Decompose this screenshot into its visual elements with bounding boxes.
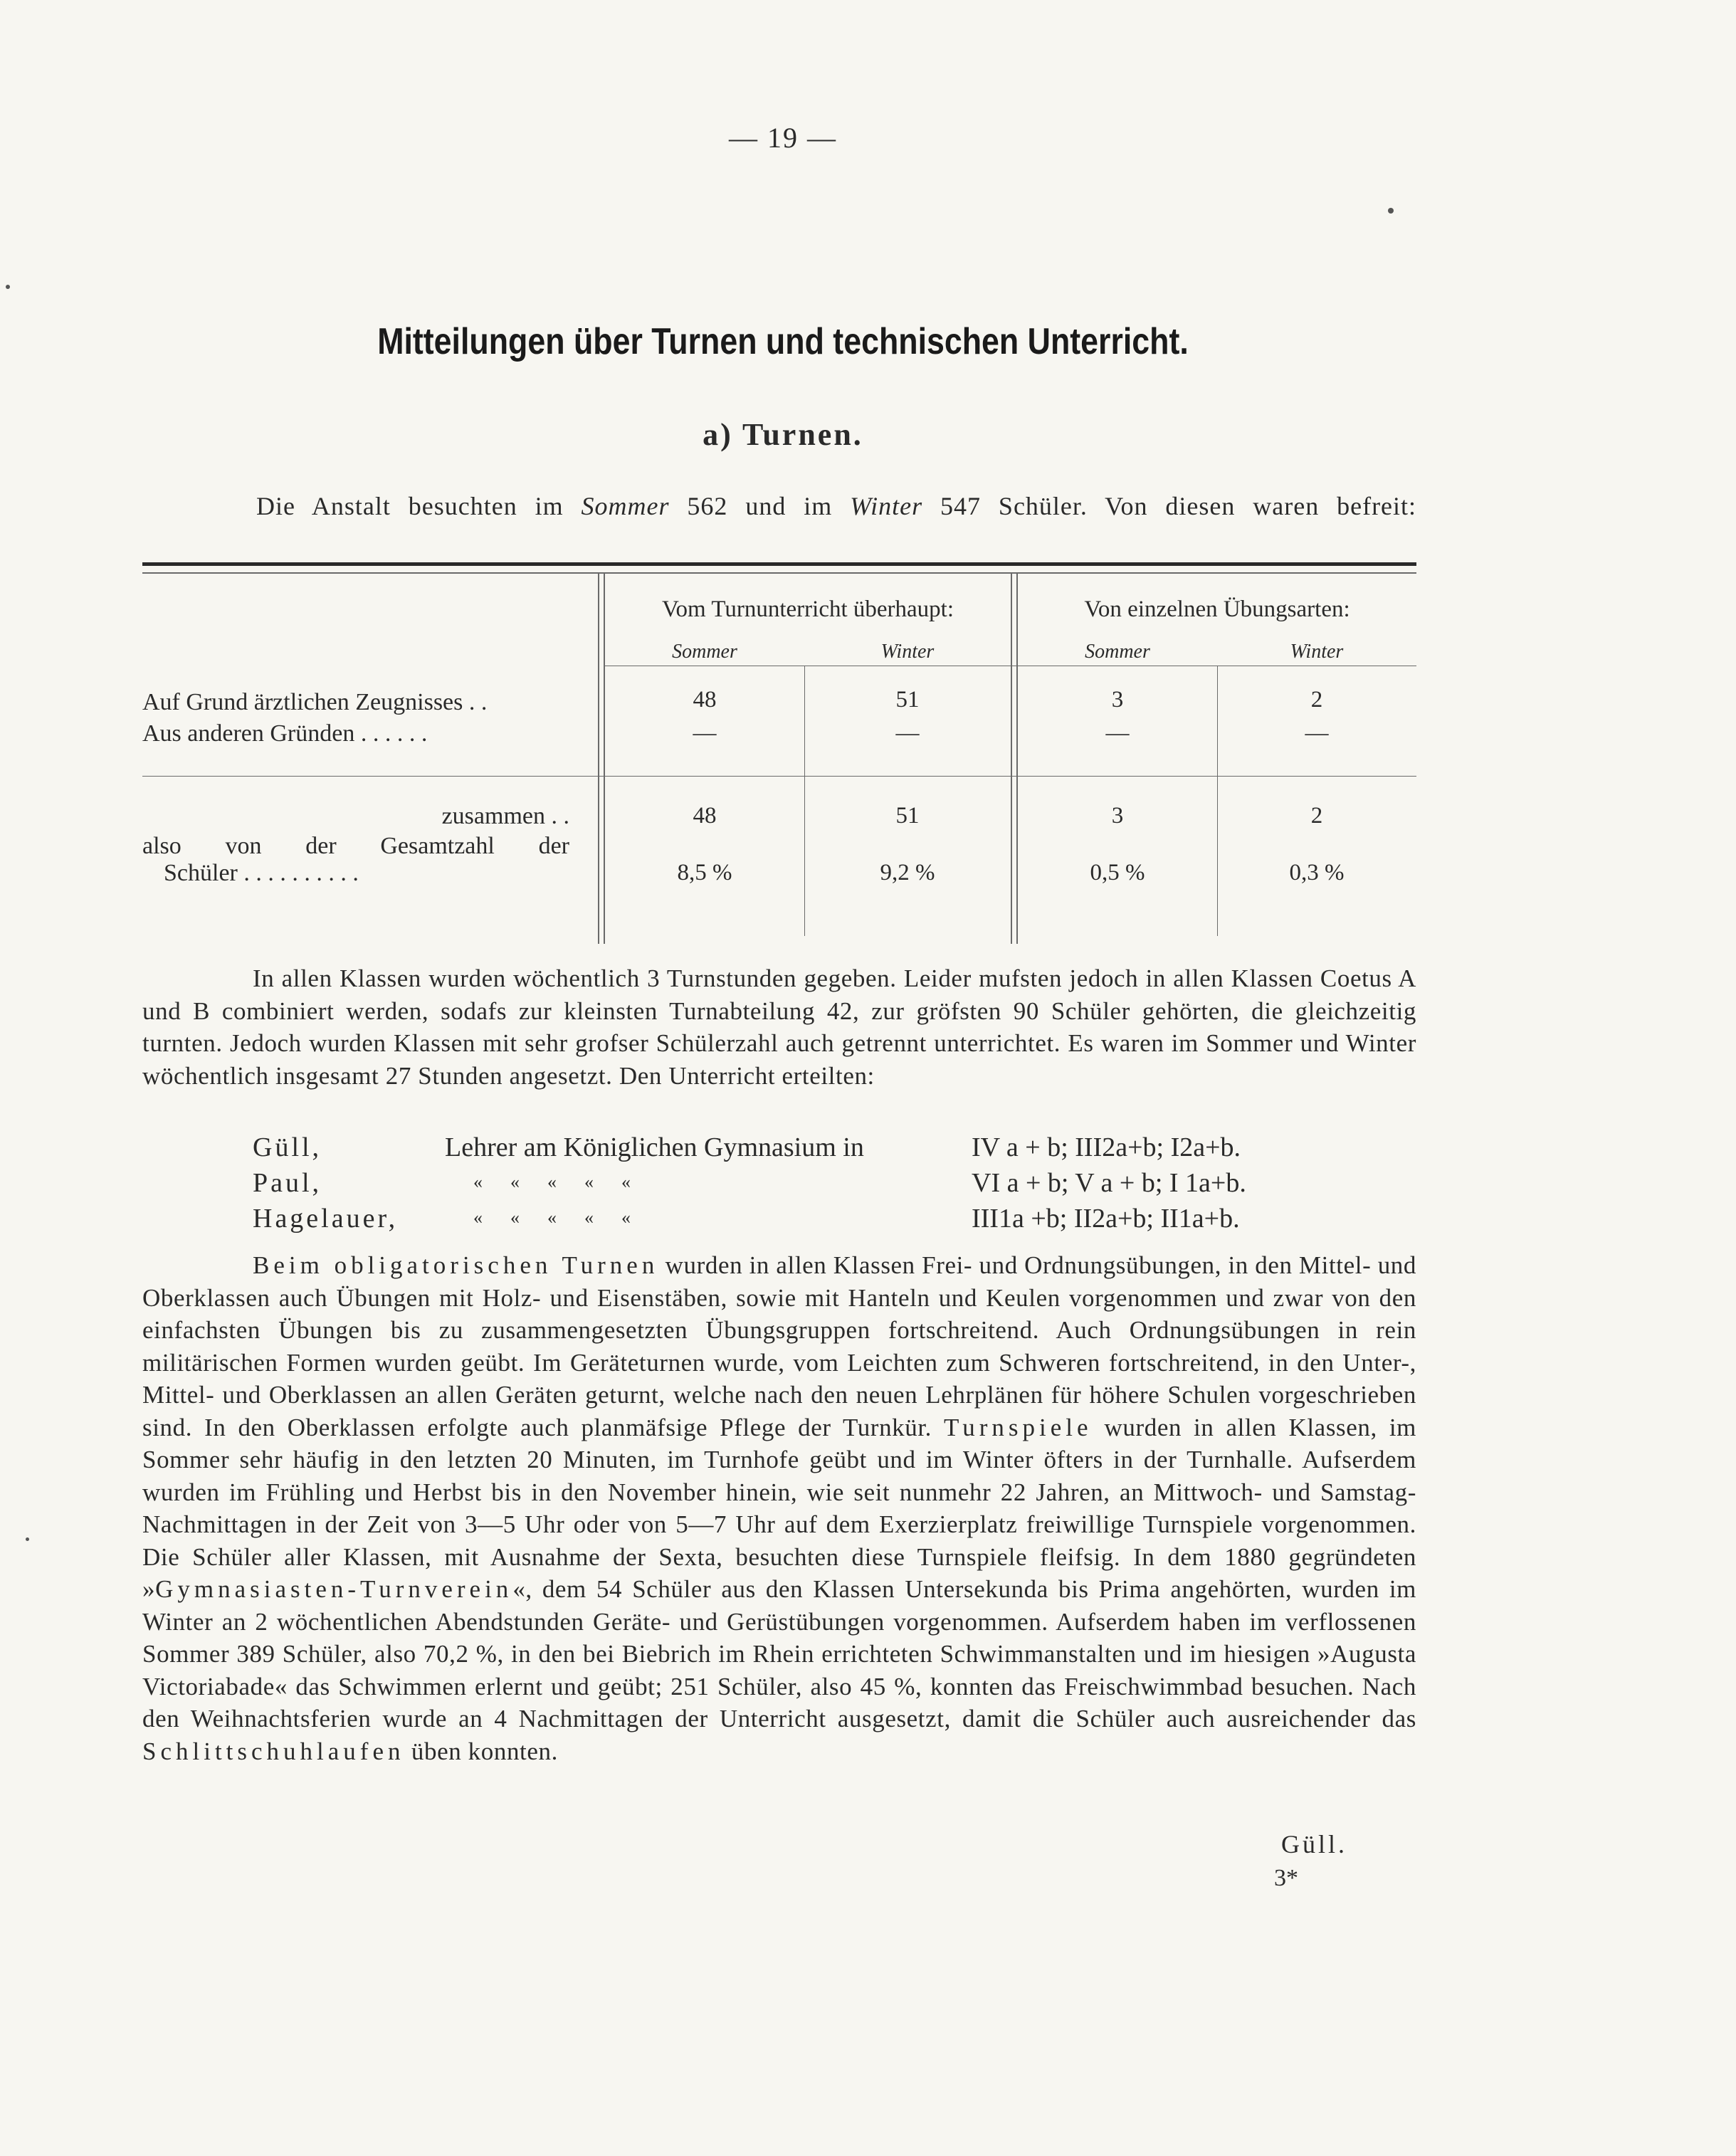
cell-total-sommer: 48 [693,803,717,829]
teacher-name: Güll, [253,1132,322,1162]
row-label-share-2: Schüler . . . . . . . . . . [164,860,359,886]
paragraph-schedule-text: In allen Klassen wurden wöchentlich 3 Turnstunden gegeben. Leider mufsten jedoch in allen Klassen Coetus A und B combiniert werden, sodafs zur kleinsten Turnabteilung 42, zur gröfsten 90 Schüler gehörten, die gleichzeitig turnten. Jedoch wurden Klassen mit sehr grofser Schülerzahl auch getrennt unterrichtet. Es waren im Sommer und Winter wöchentlich insgesamt 27 Stunden angesetzt. Den Unterricht erteilten: [142,964,1416,1090]
subheader-winter-1: Winter [880,641,935,663]
cell-other-sommer-2: — [1105,720,1130,746]
text-part-3: «, dem 54 Schüler aus den Klassen Untersekunda bis Prima angehörten, wurden im Winter an 2 wöchentlichen Abendstunden Geräte- und Gerüstübungen vorgenommen. Aufserdem haben im verflossenen Sommer 389 Schüler, also 70,2 %, in den bei Biebrich im Rhein errichteten Schwimmanstalten und im hiesigen »Augusta Victoriabade« das Schwimmen erlernt und geübt; 251 Schüler, also 45 %, konnten das Freischwimmbad besuchen. Nach den Weihnachtsferien wurde an 4 Nachmittagen der Unterricht ausgesetzt, damit die Schüler auch ausreichender das [142,1575,1416,1732]
row-label-other: Aus anderen Gründen . . . . . . [142,720,428,747]
paragraph-gymnastics [142,1249,1416,1767]
cell-share-winter-2: 0,3 % [1289,860,1345,885]
intro-winter: Winter [850,492,923,520]
cell-other-winter-2: — [1305,720,1329,746]
teacher-classes: VI a + b; V a + b; I 1a+b. [972,1168,1246,1198]
page-number: — 19 — [729,122,837,154]
row-label-total: zusammen . . [441,803,569,829]
paper-speck [1388,208,1394,214]
cell-medical-winter: 51 [895,687,920,712]
cell-other-sommer: — [693,720,717,746]
intro-text-1: Die Anstalt besuchten im [256,492,564,520]
paper-speck [6,285,10,289]
row-label-share-1: also von der Gesamtzahl der [142,833,569,859]
term-turnverein: Gymnasiasten-Turnverein [155,1575,513,1603]
term-obligatory: Beim obligatorischen Turnen [253,1251,659,1279]
teacher-row-hagelauer [253,1203,1306,1236]
group-header-overall: Vom Turnunterricht überhaupt: [661,596,954,622]
subheader-winter-2: Winter [1290,641,1344,663]
subheader-sommer-1: Sommer [672,641,737,663]
teacher-classes: IV a + b; III2a+b; I2a+b. [972,1132,1241,1162]
subheader-sommer-2: Sommer [1085,641,1150,663]
teacher-classes: III1a +b; II2a+b; II1a+b. [972,1204,1240,1234]
cell-share-winter: 9,2 % [880,860,935,885]
text-part-2: wurden in allen Klassen, im Sommer sehr häufig in den letzten 20 Minuten, im Turnhofe geübt und im Winter öfters in der Turnhalle. Aufserdem wurden im Frühling und Herbst bis in den November hinein, wie seit nunmehr 22 Jahren, an Mittwoch- und Samstag-Nachmittagen in der Zeit von 3—5 Uhr oder von 5—7 Uhr auf dem Exerzierplatz freiwillige Turnspiele vorgenommen. Die Schüler aller Klassen, mit Ausnahme der Sexta, besuchten diese Turnspiele fleifsig. In dem 1880 gegründeten » [142,1413,1416,1603]
text-part-4: üben konnten. [404,1737,558,1765]
table-vline-1b [604,574,605,944]
group-header-partial: Von einzelnen Übungsarten: [1084,596,1350,622]
term-turnspiele: Turnspiele [944,1413,1093,1441]
signature-mark: 3* [1274,1865,1298,1891]
table-top-rule [142,562,1416,566]
teacher-row-guell [253,1132,1306,1164]
cell-share-sommer-2: 0,5 % [1090,860,1145,885]
page-title: Mitteilungen über Turnen und technischen Unterricht. [377,321,1189,362]
teacher-role: « « « « « [473,1207,631,1228]
teacher-role: « « « « « [473,1172,631,1192]
cell-medical-winter-2: 2 [1310,687,1323,712]
cell-total-sommer-2: 3 [1111,803,1124,829]
intro-text-3: 547 Schüler. Von diesen waren befreit: [940,492,1417,520]
teacher-row-paul [253,1167,1306,1200]
cell-medical-sommer: 48 [693,687,717,712]
cell-medical-sommer-2: 3 [1111,687,1124,712]
table-vline-1 [598,574,599,944]
term-schlittschuh: Schlittschuhlaufen [142,1737,405,1765]
cell-total-winter-2: 2 [1310,803,1323,829]
teacher-role: Lehrer am Königlichen Gymnasium in [445,1132,864,1162]
exemption-table [142,562,1416,932]
teacher-name: Hagelauer, [253,1204,399,1234]
paragraph-gymnastics-text [142,1249,1416,1767]
intro-sentence [256,491,1416,521]
intro-text-2: 562 und im [687,492,833,520]
teacher-name: Paul, [253,1168,322,1198]
row-label-medical: Auf Grund ärztlichen Zeugnisses . . [142,689,488,715]
cell-other-winter: — [895,720,920,746]
paper-speck [26,1537,29,1541]
cell-share-sommer: 8,5 % [677,860,732,885]
cell-total-winter: 51 [895,803,920,829]
text-part-1: wurden in allen Klassen Frei- und Ordnungsübungen, in den Mittel- und Oberklassen auch Übungen mit Holz- und Eisenstäben, sowie mit Hanteln und Keulen vorgenommen und zwar von den einfachsten Übungen bis zu zusammengesetzten Übungsgruppen fortschreitend. Auch Ordnungsübungen in rein militärischen Formen wurden geübt. Im Geräteturnen wurde, vom Leichten zum Schweren fortschreitend, in den Unter-, Mittel- und Oberklassen an allen Geräten geturnt, welche nach den neuen Lehrplänen für höhere Schulen vorgeschrieben sind. In den Oberklassen erfolgte auch planmäfsige Pflege der Turnkür. [142,1251,1416,1441]
section-heading: a) Turnen. [703,417,863,452]
table-sum-rule [142,776,1416,777]
paragraph-schedule [142,962,1416,1092]
signature: Güll. [1281,1830,1348,1858]
intro-sommer: Sommer [581,492,670,520]
table-top-rule-thin [142,572,1416,574]
table-vline-2 [1011,574,1012,944]
table-vline-2b [1016,574,1018,944]
